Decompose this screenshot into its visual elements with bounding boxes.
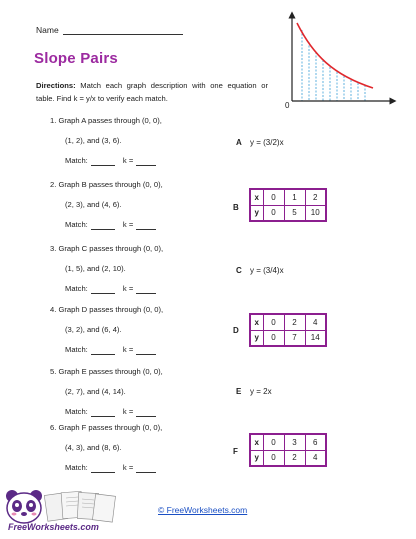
table-row-y xyxy=(250,205,326,221)
option-f-letter: F xyxy=(233,447,238,456)
graph-origin-label: 0 xyxy=(285,101,290,110)
graph-dashes xyxy=(302,30,365,101)
table-cell: 4 xyxy=(305,450,326,466)
directions xyxy=(36,79,268,105)
name-field[interactable] xyxy=(63,26,183,35)
k-blank[interactable] xyxy=(136,285,156,294)
table-cell: 0 xyxy=(263,450,284,466)
k-label: k = xyxy=(122,345,134,354)
table-row-x xyxy=(250,434,326,450)
k-label: k = xyxy=(122,284,134,293)
table-cell: 3 xyxy=(284,434,305,450)
match-blank[interactable] xyxy=(91,221,115,230)
table-row-x xyxy=(250,314,326,330)
logo-text: FreeWorksheets.com xyxy=(8,522,99,532)
question-points: (1, 2), and (3, 6). xyxy=(65,136,122,145)
decorative-graph xyxy=(283,10,398,110)
table-cell: 2 xyxy=(305,189,326,205)
option-d-table xyxy=(249,313,327,347)
directions-label: Directions: xyxy=(36,81,76,90)
table-cell: 2 xyxy=(284,450,305,466)
option-b-letter: B xyxy=(233,203,239,212)
option-c-letter: C xyxy=(236,266,242,275)
panda-icon xyxy=(6,490,42,523)
question-points: (3, 2), and (6, 4). xyxy=(65,325,122,334)
x-header: x xyxy=(250,189,263,205)
question-text: 4. Graph D passes through (0, 0), xyxy=(50,305,164,314)
k-label: k = xyxy=(122,220,134,229)
answer-row xyxy=(65,406,156,417)
k-blank[interactable] xyxy=(136,221,156,230)
option-a-equation: y = (3/2)x xyxy=(250,138,284,147)
option-e-equation: y = 2x xyxy=(250,387,272,396)
question-text: 2. Graph B passes through (0, 0), xyxy=(50,180,163,189)
question-text: 5. Graph E passes through (0, 0), xyxy=(50,367,163,376)
name-label: Name xyxy=(36,25,59,35)
option-f-table xyxy=(249,433,327,467)
table-cell: 0 xyxy=(263,330,284,346)
y-header: y xyxy=(250,450,263,466)
table-row-x xyxy=(250,189,326,205)
y-header: y xyxy=(250,205,263,221)
question-text: 6. Graph F passes through (0, 0), xyxy=(50,423,163,432)
match-label: Match: xyxy=(65,407,88,416)
name-row xyxy=(36,25,183,35)
option-d-letter: D xyxy=(233,326,239,335)
table-cell: 0 xyxy=(263,205,284,221)
answer-row xyxy=(65,283,156,294)
k-blank[interactable] xyxy=(136,346,156,355)
table-cell: 0 xyxy=(263,434,284,450)
question-points: (1, 5), and (2, 10). xyxy=(65,264,126,273)
k-label: k = xyxy=(122,156,134,165)
table-row-y xyxy=(250,330,326,346)
question-text: 1. Graph A passes through (0, 0), xyxy=(50,116,162,125)
y-header: y xyxy=(250,330,263,346)
answer-row xyxy=(65,462,156,473)
match-blank[interactable] xyxy=(91,157,115,166)
table-cell: 4 xyxy=(305,314,326,330)
k-blank[interactable] xyxy=(136,464,156,473)
table-cell: 10 xyxy=(305,205,326,221)
match-blank[interactable] xyxy=(91,346,115,355)
k-label: k = xyxy=(122,407,134,416)
table-cell: 2 xyxy=(284,314,305,330)
match-blank[interactable] xyxy=(91,408,115,417)
match-label: Match: xyxy=(65,156,88,165)
table-cell: 0 xyxy=(263,314,284,330)
answer-row xyxy=(65,155,156,166)
option-e-letter: E xyxy=(236,387,242,396)
match-label: Match: xyxy=(65,220,88,229)
table-cell: 0 xyxy=(263,189,284,205)
k-blank[interactable] xyxy=(136,408,156,417)
x-header: x xyxy=(250,434,263,450)
option-b-table xyxy=(249,188,327,222)
question-points: (2, 7), and (4, 14). xyxy=(65,387,126,396)
match-label: Match: xyxy=(65,284,88,293)
directions-text: Match each graph description with one equation or table. Find k = y/x to verify each match. xyxy=(36,81,268,103)
match-label: Match: xyxy=(65,345,88,354)
k-label: k = xyxy=(122,463,134,472)
footer-link[interactable]: © FreeWorksheets.com xyxy=(158,505,248,515)
question-text: 3. Graph C passes through (0, 0), xyxy=(50,244,164,253)
graph-curve xyxy=(297,23,373,88)
worksheet-stack-icon xyxy=(44,491,115,522)
table-row-y xyxy=(250,450,326,466)
table-cell: 5 xyxy=(284,205,305,221)
table-cell: 14 xyxy=(305,330,326,346)
x-header: x xyxy=(250,314,263,330)
table-cell: 1 xyxy=(284,189,305,205)
k-blank[interactable] xyxy=(136,157,156,166)
question-points: (2, 3), and (4, 6). xyxy=(65,200,122,209)
answer-row xyxy=(65,219,156,230)
answer-row xyxy=(65,344,156,355)
option-a-letter: A xyxy=(236,138,242,147)
match-blank[interactable] xyxy=(91,464,115,473)
match-label: Match: xyxy=(65,463,88,472)
page-title: Slope Pairs xyxy=(34,50,118,67)
table-cell: 7 xyxy=(284,330,305,346)
question-points: (4, 3), and (8, 6). xyxy=(65,443,122,452)
option-c-equation: y = (3/4)x xyxy=(250,266,284,275)
table-cell: 6 xyxy=(305,434,326,450)
match-blank[interactable] xyxy=(91,285,115,294)
